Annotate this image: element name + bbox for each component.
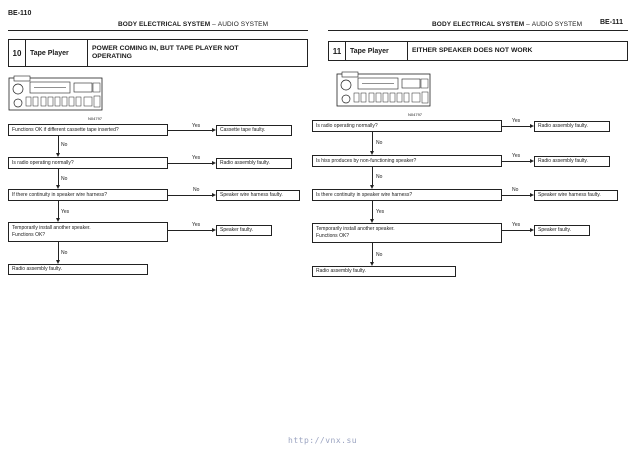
connector: [502, 161, 530, 162]
result-box: Speaker faulty.: [216, 225, 272, 236]
page-number: BE-111: [600, 19, 623, 26]
problem-number: 11: [329, 42, 346, 60]
question-box: Functions OK if different cassette tape inserted?: [8, 124, 168, 136]
question-box: Is there continuity in speaker wire harness?: [312, 189, 502, 201]
branch-label: Yes: [192, 155, 201, 161]
problem-header: [328, 41, 628, 61]
branch-label: No: [376, 140, 383, 146]
figure-code: N04797: [88, 116, 103, 121]
connector: [372, 132, 373, 153]
branch-label: Yes: [512, 153, 521, 159]
problem-header: [8, 39, 308, 67]
branch-label: No: [512, 187, 519, 193]
connector: [372, 167, 373, 187]
figure-code: N04797: [408, 112, 423, 117]
result-box: Speaker faulty.: [534, 225, 590, 236]
connector: [168, 230, 212, 231]
connector: [58, 242, 59, 262]
branch-label: Yes: [512, 222, 521, 228]
problem-description: POWER COMING IN, BUT TAPE PLAYER NOT OPERATING: [92, 45, 239, 60]
question-box: Is hiss produces by non-functioning speaker?: [312, 155, 502, 167]
branch-label: No: [376, 252, 383, 258]
connector: [168, 163, 212, 164]
branch-label: No: [61, 176, 68, 182]
branch-label: Yes: [192, 123, 201, 129]
branch-label: No: [61, 142, 68, 148]
question-box: Temporarily install another speaker. Functions OK?: [8, 222, 168, 242]
result-box: Speaker wire harness faulty.: [216, 190, 300, 201]
question-box: If there continuity in speaker wire harness?: [8, 189, 168, 201]
branch-label: No: [376, 174, 383, 180]
connector: [372, 243, 373, 264]
header-rule: [328, 30, 628, 31]
question-box: Is radio operating normally?: [8, 157, 168, 169]
branch-label: No: [61, 250, 68, 256]
connector: [168, 130, 212, 131]
header-rule: [8, 30, 308, 31]
watermark: http://vnx.su: [288, 436, 358, 445]
header-title: BODY ELECTRICAL SYSTEM – AUDIO SYSTEM: [118, 21, 269, 28]
branch-label: Yes: [376, 209, 385, 215]
connector: [502, 230, 530, 231]
result-box: Radio assembly faulty.: [534, 156, 610, 167]
result-box: Radio assembly faulty.: [216, 158, 292, 169]
final-result-box: Radio assembly faulty.: [8, 264, 148, 275]
problem-number: 10: [9, 40, 26, 66]
component-name: Tape Player: [26, 40, 88, 66]
radio-illustration: [8, 75, 104, 113]
branch-label: Yes: [512, 118, 521, 124]
radio-illustration: [336, 71, 432, 109]
question-box: Temporarily install another speaker. Functions OK?: [312, 223, 502, 243]
connector: [502, 195, 530, 196]
page-number: BE-110: [8, 10, 32, 17]
component-name: Tape Player: [346, 42, 408, 60]
branch-label: Yes: [192, 222, 201, 228]
question-box: Is radio operating normally?: [312, 120, 502, 132]
result-box: Speaker wire harness faulty.: [534, 190, 618, 201]
header-title: BODY ELECTRICAL SYSTEM – AUDIO SYSTEM: [432, 21, 583, 28]
connector: [502, 126, 530, 127]
final-result-box: Radio assembly faulty.: [312, 266, 456, 277]
result-box: Cassette tape faulty.: [216, 125, 292, 136]
branch-label: Yes: [61, 209, 70, 215]
result-box: Radio assembly faulty.: [534, 121, 610, 132]
branch-label: No: [193, 187, 200, 193]
connector: [372, 201, 373, 221]
connector: [168, 195, 212, 196]
problem-description: EITHER SPEAKER DOES NOT WORK: [412, 47, 533, 54]
